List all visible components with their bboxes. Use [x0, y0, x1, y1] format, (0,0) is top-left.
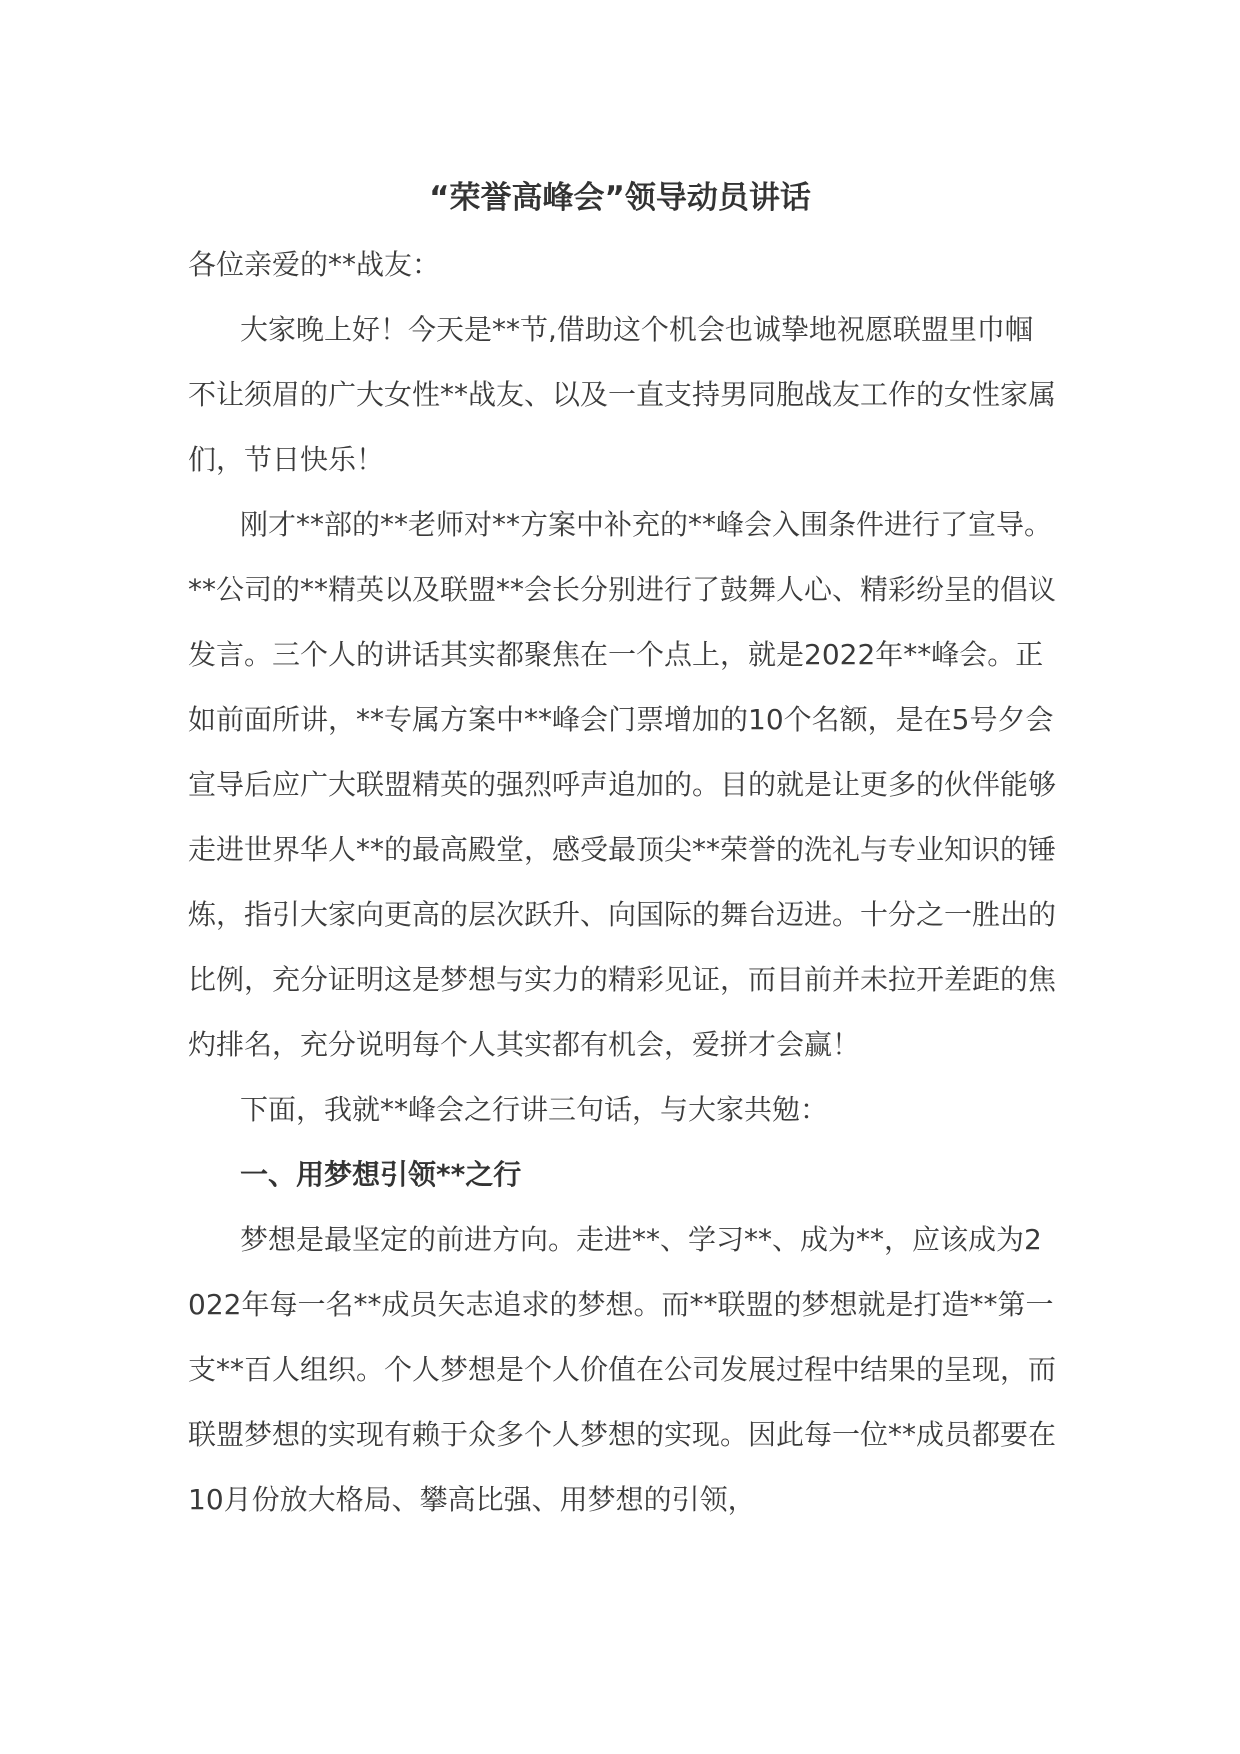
section-heading-1: 一、用梦想引领**之行	[240, 1158, 522, 1191]
paragraph-summary: 刚才**部的**老师对**方案中补充的**峰会入围条件进行了宣导。**公司的**精英以及联盟**会长分别进行了鼓舞人心、精彩纷呈的倡议发言。三个人的讲话其实都聚焦在一个点上，就是2022年**峰会。正如前面所讲，**专属方案中**峰会门票增加的10个名额，是在5号夕会宣导后应广大联盟精英的强烈呼声追加的。目的就是让更多的伙伴能够走进世界华人**的最高殿堂，感受最顶尖**荣誉的洗礼与专业知识的锤炼，指引大家向更高的层次跃升、向国际的舞台迈进。十分之一胜出的比例，充分证明这是梦想与实力的精彩见证，而目前并未拉开差距的焦灼排名，充分说明每个人其实都有机会，爱拼才会赢！	[188, 508, 1057, 1061]
paragraph-greeting: 大家晚上好！今天是**节,借助这个机会也诚挚地祝愿联盟里巾帼不让须眉的广大女性**战友、以及一直支持男同胞战友工作的女性家属们，节日快乐！	[188, 313, 1057, 476]
document-body	[188, 232, 1056, 1532]
salutation: 各位亲爱的**战友：	[188, 248, 441, 281]
paragraph-dream: 梦想是最坚定的前进方向。走进**、学习**、成为**，应该成为2022年每一名**成员矢志追求的梦想。而**联盟的梦想就是打造**第一支**百人组织。个人梦想是个人价值在公司发展过程中结果的呈现，而联盟梦想的实现有赖于众多个人梦想的实现。因此每一位**成员都要在10月份放大格局、攀高比强、用梦想的引领，	[188, 1223, 1057, 1516]
document-title: “荣誉高峰会”领导动员讲话	[429, 180, 811, 216]
paragraph-intro: 下面，我就**峰会之行讲三句话，与大家共勉：	[240, 1093, 829, 1126]
